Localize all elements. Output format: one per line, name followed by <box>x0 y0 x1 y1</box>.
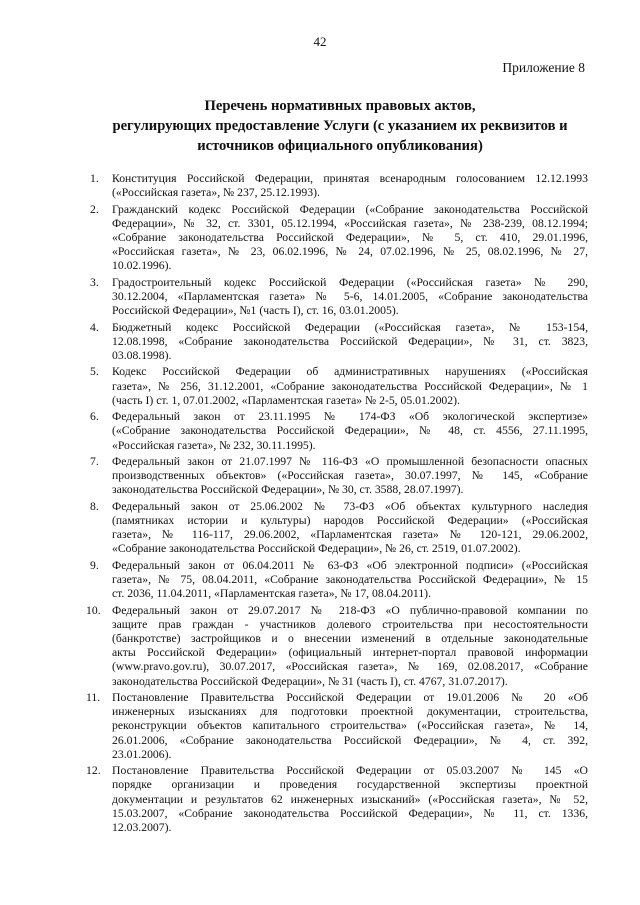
list-item <box>90 455 588 498</box>
list-item-text-line: «Российская газета», № 23, 06.02.1996, № 24, 07.02.1996, № 25, 08.02.1996, № 27, <box>112 245 588 259</box>
list-item-text-line: газета», № 75, 08.04.2011, «Собрание законодательства Российской Федерации», № 15 <box>112 572 588 586</box>
list-item-text-line: (памятниках истории и культуры) народов Российской Федерации» («Российская <box>112 513 588 527</box>
list-item-text-line: газета», № 256, 31.12.2001, «Собрание законодательства Российской Федерации», № 1 <box>112 379 588 393</box>
list-item-text-line: «Собрание законодательства Российской Федерации», № 5, ст. 410, 29.01.1996, <box>112 231 588 244</box>
list-item-text-line: инженерных изысканиях для подготовки проектной документации, строительства, <box>112 705 588 719</box>
list-item-text-line: Российской Федерации», №1 (часть I), ст. 16, 03.01.2005). <box>112 304 399 318</box>
list-item-text-line: (банкротстве) застройщиков и о внесении изменений в отдельные законодательные <box>112 631 588 645</box>
list-item <box>90 203 588 274</box>
title-line: источников официального опубликования) <box>197 138 483 154</box>
list-item-text-line: 03.08.1998). <box>112 349 172 362</box>
list-item-text-line: 26.01.2006, «Собрание законодательства Российской Федерации», № 4, ст. 392, <box>112 733 588 747</box>
list-item-text-line: (www.pravo.gov.ru), 30.07.2017, «Российская газета», № 169, 02.08.2017, «Собрание <box>112 660 588 674</box>
list-item-text-line: («Российская газета», № 237, 25.12.1993). <box>112 186 320 200</box>
list-item-number: 2. <box>90 202 99 216</box>
list-item <box>90 365 588 408</box>
list-item-text-line: Федеральный закон от 06.04.2011 № 63-ФЗ «Об электронной подписи» («Российская <box>112 558 588 572</box>
list-item-text-line: 23.01.2006). <box>112 747 172 761</box>
list-item-number: 4. <box>90 320 99 334</box>
list-item-text-line: Гражданский кодекс Российской Федерации («Собрание законодательства Российской <box>112 202 588 216</box>
list-item-text-line: реконструкции объектов капитального строительства» («Российская газета», № 14, <box>112 719 588 733</box>
list-item-text-line: Федеральный закон от 25.06.2002 № 73-ФЗ «Об объектах культурного наследия <box>112 499 588 513</box>
list-item <box>90 276 588 319</box>
list-item <box>86 603 588 689</box>
title-line: регулирующих предоставление Услуги (с указанием их реквизитов и <box>112 118 568 134</box>
legal-acts-list <box>86 172 588 837</box>
list-item <box>90 500 588 557</box>
list-item-text-line: законодательства Российской Федерации», № 31 (часть I), ст. 4767, 31.07.2017). <box>112 674 508 688</box>
list-item-text-line: «Собрание законодательства Российской Федерации», № 26, ст. 2519, 01.07.2002). <box>112 542 521 556</box>
list-item-number: 3. <box>90 275 99 289</box>
list-item-text-line: Конституция Российской Федерации, принятая всенародным голосованием 12.12.1993 <box>112 172 588 185</box>
list-item <box>90 321 588 364</box>
list-item-text-line: 15.03.2007, «Собрание законодательства Российской Федерации», № 11, ст. 1336, <box>112 806 588 820</box>
list-item-text-line: Кодекс Российской Федерации об административных нарушениях («Российская <box>112 365 588 379</box>
list-item-number: 7. <box>90 454 99 468</box>
list-item-text-line: 10.02.1996). <box>112 259 172 273</box>
list-item-number: 1. <box>90 172 99 185</box>
list-item-text-line: («Собрание законодательства Российской Федерации», № 48, ст. 4556, 27.11.1995, <box>112 424 588 438</box>
list-item <box>86 690 588 762</box>
list-item-number: 10. <box>86 603 101 617</box>
list-item-text-line: документации и результатов 62 инженерных изысканий» («Российская газета», № 52, <box>112 792 588 806</box>
list-item-text-line: порядке организации и проведения государственной экспертизы проектной <box>112 778 588 792</box>
list-item-text-line: 30.12.2004, «Парламентская газета» № 5-6, 14.01.2005, «Собрание законодательства <box>112 290 588 303</box>
list-item-text-line: акты Российской Федерации» (официальный интернет-портал правовой информации <box>112 646 588 660</box>
list-item-text-line: защите прав граждан - участников долевого строительства при несостоятельности <box>112 617 588 631</box>
list-item-number: 8. <box>90 499 99 513</box>
list-item-text-line: Градостроительный кодекс Российской Федерации («Российская газета» № 290, <box>112 275 588 289</box>
list-item-text-line: 12.08.1998, «Собрание законодательства Российской Федерации», № 31, ст. 3823, <box>112 334 588 348</box>
appendix-label: Приложение 8 <box>502 60 585 75</box>
list-item-text-line: Федеральный закон от 21.07.1997 № 116-ФЗ «О промышленной безопасности опасных <box>112 454 588 468</box>
list-item-text-line: Федеральный закон от 23.11.1995 № 174-ФЗ «Об экологической экспертизе» <box>112 410 588 424</box>
list-item-text-line: 12.03.2007). <box>112 821 172 834</box>
title-line: Перечень нормативных правовых актов, <box>204 98 476 114</box>
list-item-text-line: Федерации», № 32, ст. 3301, 05.12.1994, «Российская газета», № 238-239, 08.12.1994; <box>112 216 588 230</box>
list-item <box>90 559 588 602</box>
list-item-number: 12. <box>86 764 101 778</box>
list-item-text-line: законодательства Российской Федерации», № 30, ст. 3588, 28.07.1997). <box>112 483 464 497</box>
list-item <box>90 410 588 453</box>
list-item-number: 5. <box>90 365 99 379</box>
list-item-text-line: «Российская газета», № 232, 30.11.1995). <box>112 438 316 452</box>
list-item-text-line: Постановление Правительства Российской Федерации от 05.03.2007 № 145 «О <box>112 764 588 778</box>
list-item-text-line: Бюджетный кодекс Российской Федерации («Российская газета», № 153-154, <box>112 320 588 334</box>
list-item-number: 11. <box>86 690 101 704</box>
list-item-number: 6. <box>90 410 99 424</box>
list-item-text-line: Постановление Правительства Российской Федерации от 19.01.2006 № 20 «Об <box>112 690 588 704</box>
list-item-text-line: (часть I) ст. 1, 07.01.2002, «Парламентская газета» № 2-5, 05.01.2002). <box>112 393 460 407</box>
list-item-text-line: ст. 2036, 11.04.2011, «Парламентская газета», № 17, 08.04.2011). <box>112 587 431 601</box>
page-number: 42 <box>313 34 327 49</box>
list-item <box>90 172 588 200</box>
list-item-text-line: газета», № 116-117, 29.06.2002, «Парламентская газета» № 120-121, 29.06.2002, <box>112 528 588 542</box>
list-item-text-line: Федеральный закон от 29.07.2017 № 218-ФЗ «О публично-правовой компании по <box>112 603 588 617</box>
document-title <box>90 96 590 156</box>
list-item <box>86 764 588 835</box>
list-item-text-line: производственных объектов» («Российская газета», 30.07.1997, № 145, «Собрание <box>112 469 588 483</box>
list-item-number: 9. <box>90 558 99 572</box>
